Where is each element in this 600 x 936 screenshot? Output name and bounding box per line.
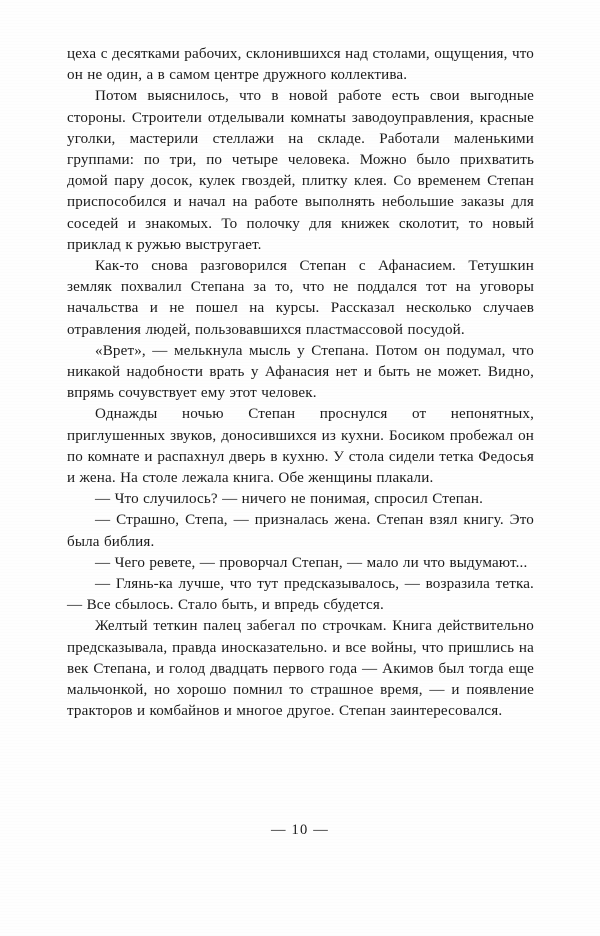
paragraph: Однажды ночью Степан проснулся от непонятных, приглушенных звуков, доносившихся из кухни. Босиком пробежал он по комнате и распахнул дверь в кухню. У стола сидели тетка Федосья и жена. На столе лежала книга. Обе женщины плакали. (67, 406, 534, 487)
text-column (67, 44, 534, 723)
paragraph: цеха с десятками рабочих, склонившихся над столами, ощущения, что он не один, а в самом центре дружного коллектива. (67, 46, 534, 84)
paragraph: «Врет», — мелькнула мысль у Степана. Потом он подумал, что никакой надобности врать у Афанасия нет и быть не может. Видно, впрямь сочувствует ему этот человек. (67, 342, 534, 402)
paragraph: Как-то снова разговорился Степан с Афанасием. Тетушкин земляк похвалил Степана за то, что не поддался тот на уговоры начальства и не пошел на курсы. Рассказал несколько случаев отравления людей, пользовавшихся пластмассовой посудой. (67, 258, 534, 338)
dialogue-paragraph: — Что случилось? — ничего не понимая, спросил Степан. (95, 491, 484, 508)
dialogue-paragraph: — Страшно, Степа, — призналась жена. Степан взял книгу. Это была библия. (67, 512, 534, 550)
paragraph: Потом выяснилось, что в новой работе есть свои выгодные стороны. Строители отделывали комнаты заводоуправления, красные уголки, мастерили стеллажи на складе. Работали маленькими группами: по три, по четыре человека. Можно было прихватить домой пару досок, кулек гвоздей, плитку клея. Со временем Степан приспособился и начал на работе выполнять небольшие заказы для соседей и знакомых. То полочку для книжек сколотит, то новый приклад к ружью выстругает. (67, 88, 534, 253)
dialogue-paragraph: — Чего ревете, — проворчал Степан, — мало ли что выдумают... (95, 554, 528, 571)
dialogue-paragraph: — Глянь-ка лучше, что тут предсказывалось, — возразила тетка. — Все сбылось. Стало быть, и впредь сбудется. (67, 576, 534, 614)
paragraph: Желтый теткин палец забегал по строчкам. Книга действительно предсказывала, правда иносказательно. и все войны, что пришлись на век Степана, и голод двадцать первого года — Акимов был тогда еще мальчонкой, но хорошо помнил то страшное время, — и появление тракторов и комбайнов и многое другое. Степан заинтересовался. (67, 618, 534, 720)
page-number: — 10 — (271, 822, 329, 838)
